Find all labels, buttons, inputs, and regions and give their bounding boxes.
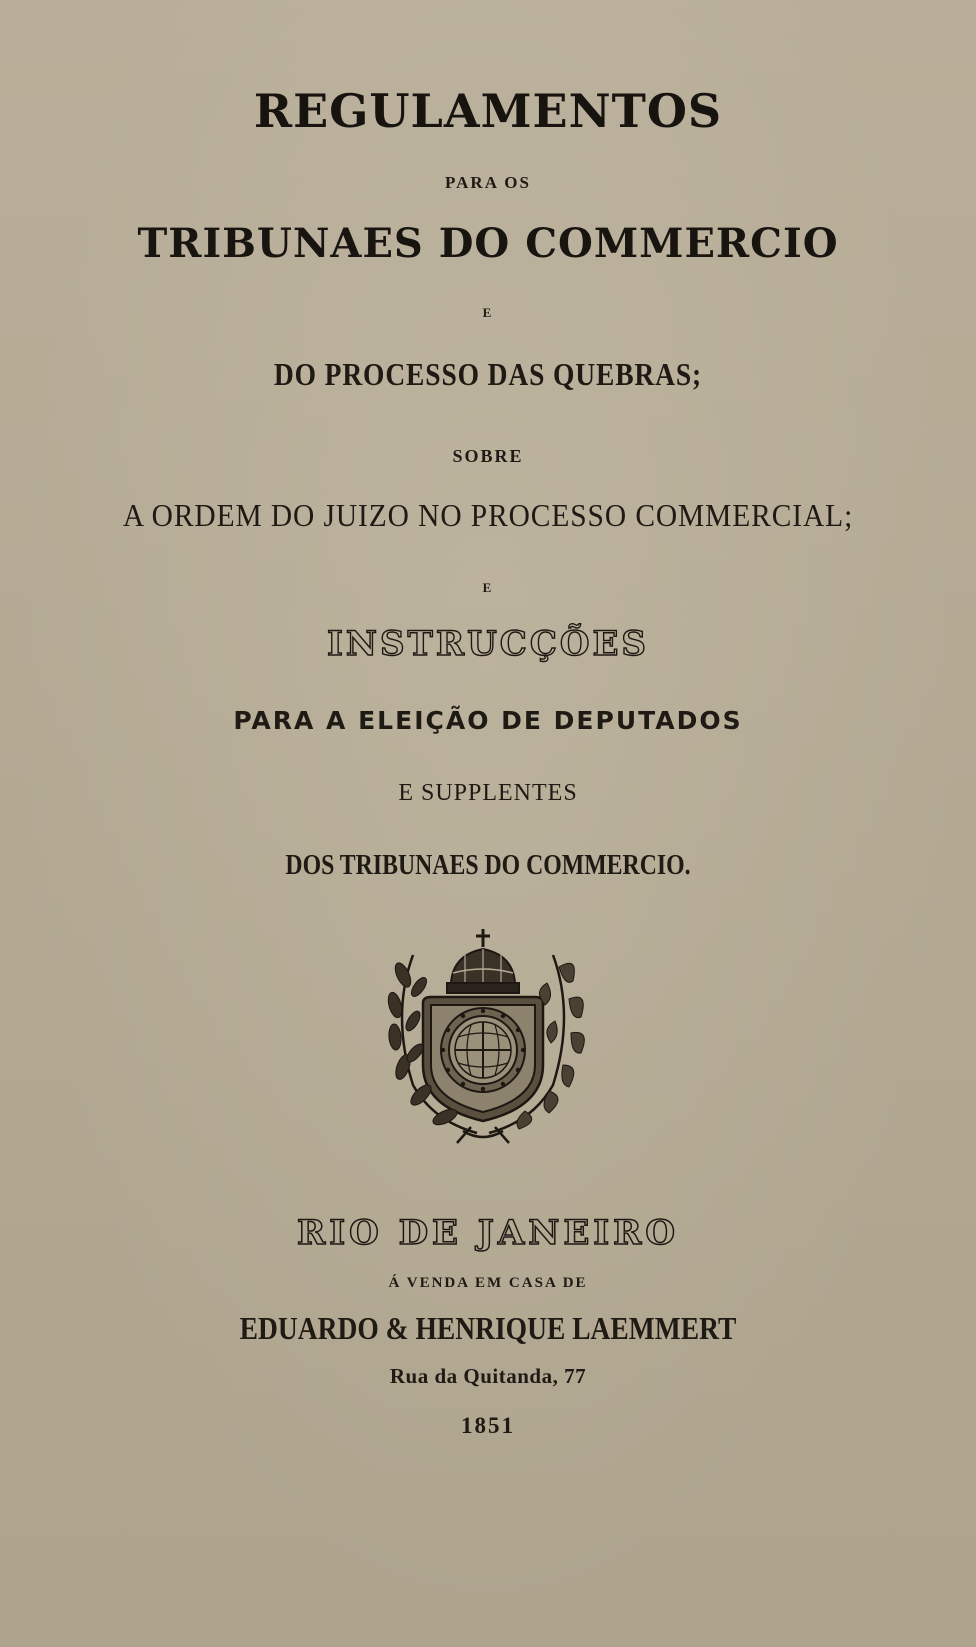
subtitle-sobre: SOBRE bbox=[452, 446, 524, 466]
subtitle-eleicao: PARA A ELEIÇÃO DE DEPUTADOS bbox=[233, 706, 743, 735]
imprint-address: Rua da Quitanda, 77 bbox=[389, 1364, 587, 1388]
subtitle-tribunaes: TRIBUNAES DO COMMERCIO bbox=[137, 220, 839, 267]
imprint-venda: Á VENDA EM CASA DE bbox=[388, 1275, 588, 1291]
subtitle-supplentes: E SUPPLENTES bbox=[398, 780, 578, 806]
imprint-city: RIO DE JANEIRO bbox=[296, 1213, 680, 1253]
conjunction-e-2: E bbox=[482, 580, 494, 595]
imprint-publisher: EDUARDO & HENRIQUE LAEMMERT bbox=[239, 1310, 737, 1346]
conjunction-e-1: E bbox=[482, 305, 494, 320]
subtitle-dos-tribunaes: DOS TRIBUNAES DO COMMERCIO. bbox=[285, 849, 691, 881]
subtitle-ordem-juizo: A ORDEM DO JUIZO NO PROCESSO COMMERCIAL; bbox=[122, 497, 854, 533]
imperial-coat-of-arms-icon bbox=[373, 925, 593, 1147]
document-title: REGULAMENTOS bbox=[253, 84, 723, 138]
subtitle-instruccoes: INSTRUCÇÕES bbox=[327, 624, 649, 664]
imprint-year: 1851 bbox=[461, 1413, 515, 1438]
subtitle-para-os: PARA OS bbox=[445, 173, 531, 192]
subtitle-processo-quebras: DO PROCESSO DAS QUEBRAS; bbox=[273, 356, 703, 392]
